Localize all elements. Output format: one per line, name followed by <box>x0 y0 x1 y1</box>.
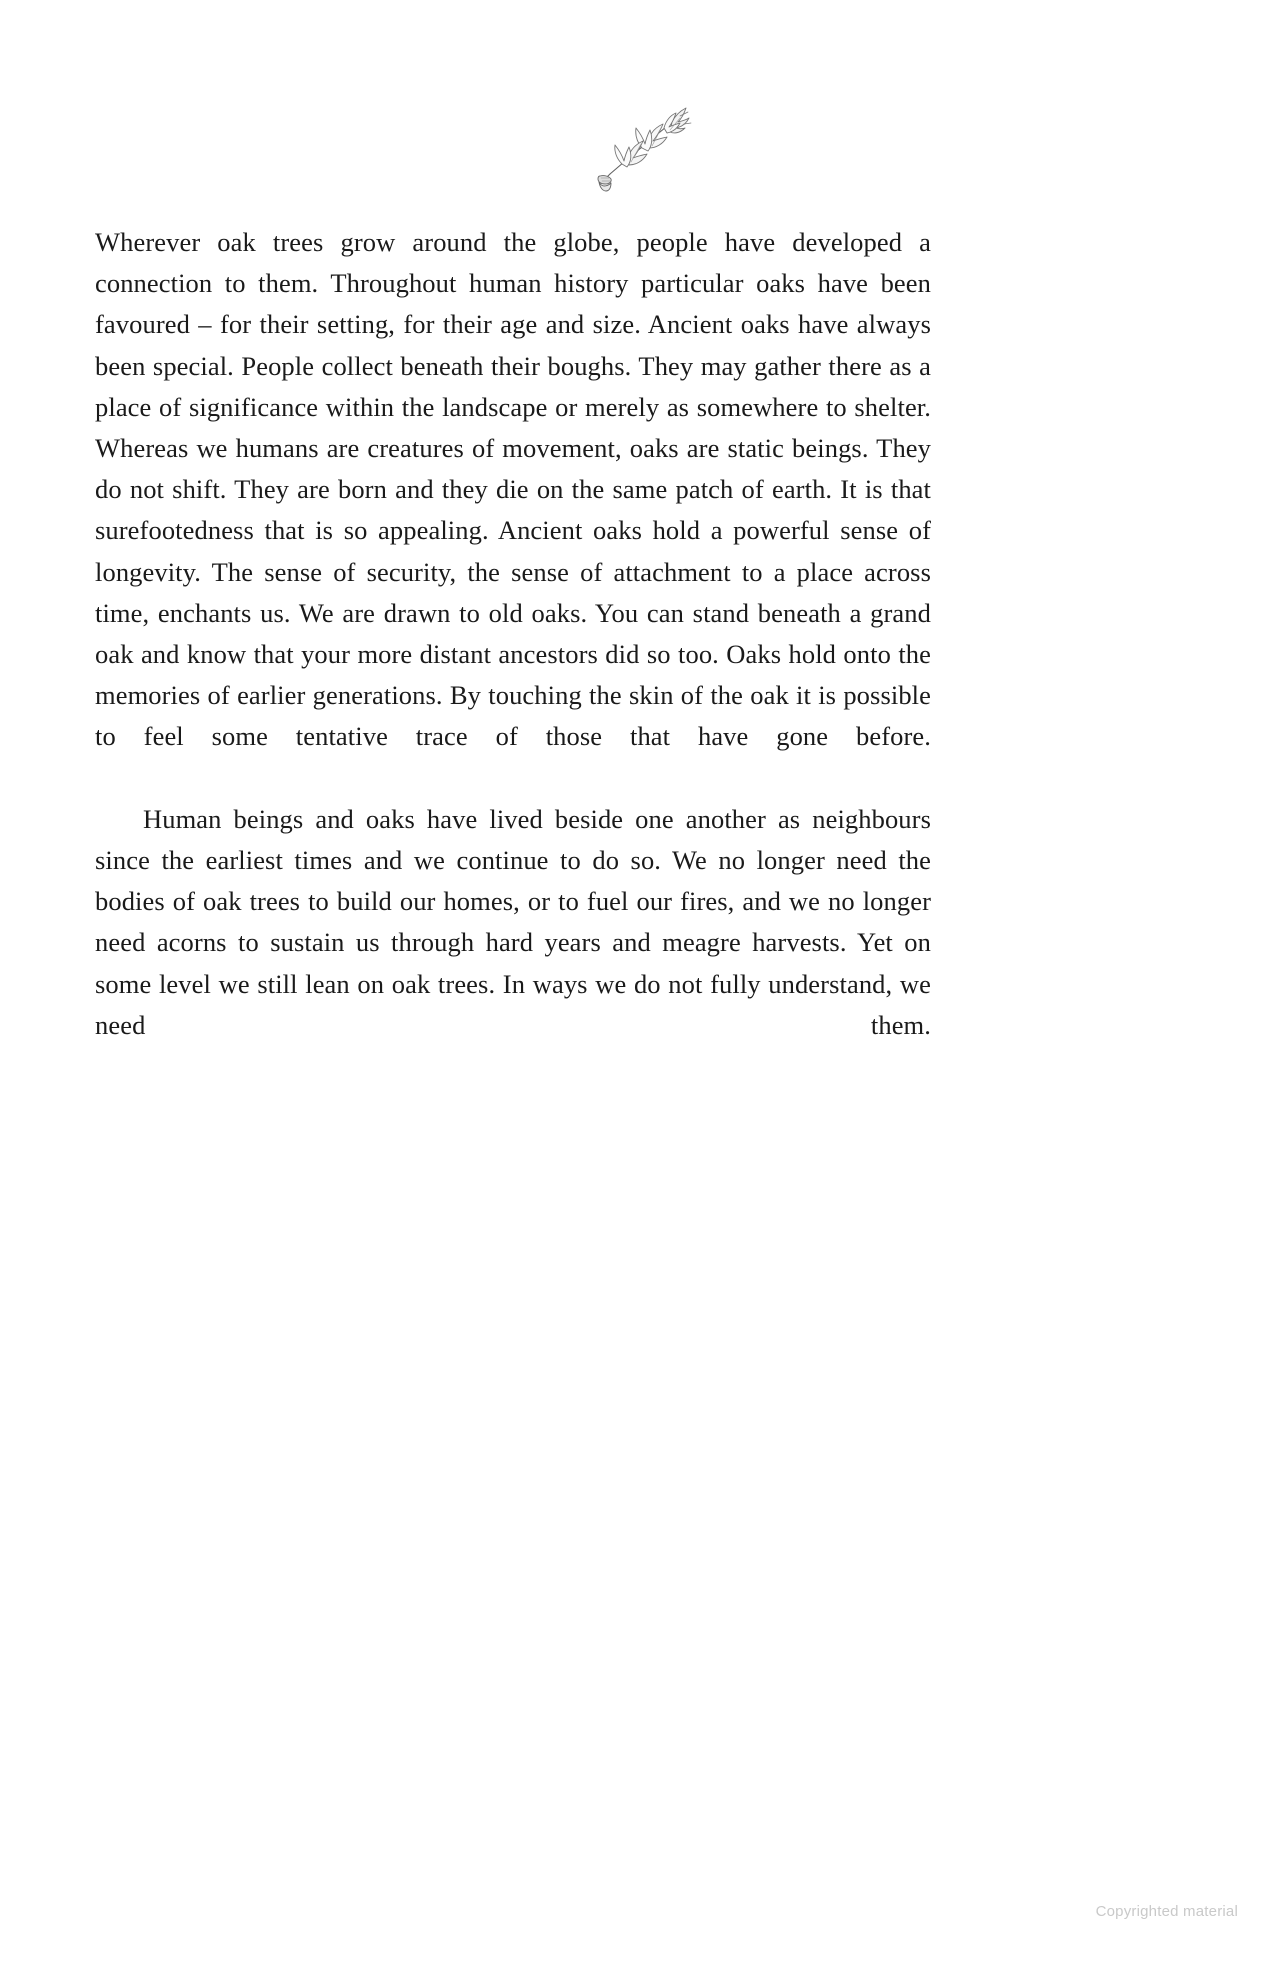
copyright-notice: Copyrighted material <box>1095 1903 1238 1920</box>
paragraph-2: Human beings and oaks have lived beside one another as neighbours since the earliest times and we continue to do so. We no longer need the bodies of oak trees to build our homes, or to fuel our fires, and we no longer need acorns to sustain us through hard years and meagre harvests. Yet on some level we still lean on oak trees. In ways we do not fully understand, we need them. <box>95 803 931 1040</box>
paragraph-1: Wherever oak trees grow around the globe, people have developed a connection to them. Throughout human history particular oaks have been favoured – for their setting, for their age and size. Ancient oaks have always been special. People collect beneath their boughs. They may gather there as a place of significance within the landscape or merely as somewhere to shelter. Whereas we humans are creatures of movement, oaks are static beings. They do not shift. They are born and they die on the same patch of earth. It is that surefootedness that is so appealing. Ancient oaks hold a powerful sense of longevity. The sense of security, the sense of attachment to a place across time, enchants us. We are drawn to old oaks. You can stand beneath a grand oak and know that your more distant ancestors did so too. Oaks hold onto the memories of earlier generations. By touching the skin of the oak it is possible to feel some tentative trace of those that have gone before. <box>95 227 931 752</box>
oak-sprig-icon <box>580 96 700 192</box>
body-text <box>95 222 931 1087</box>
ornament-container <box>0 96 1280 192</box>
